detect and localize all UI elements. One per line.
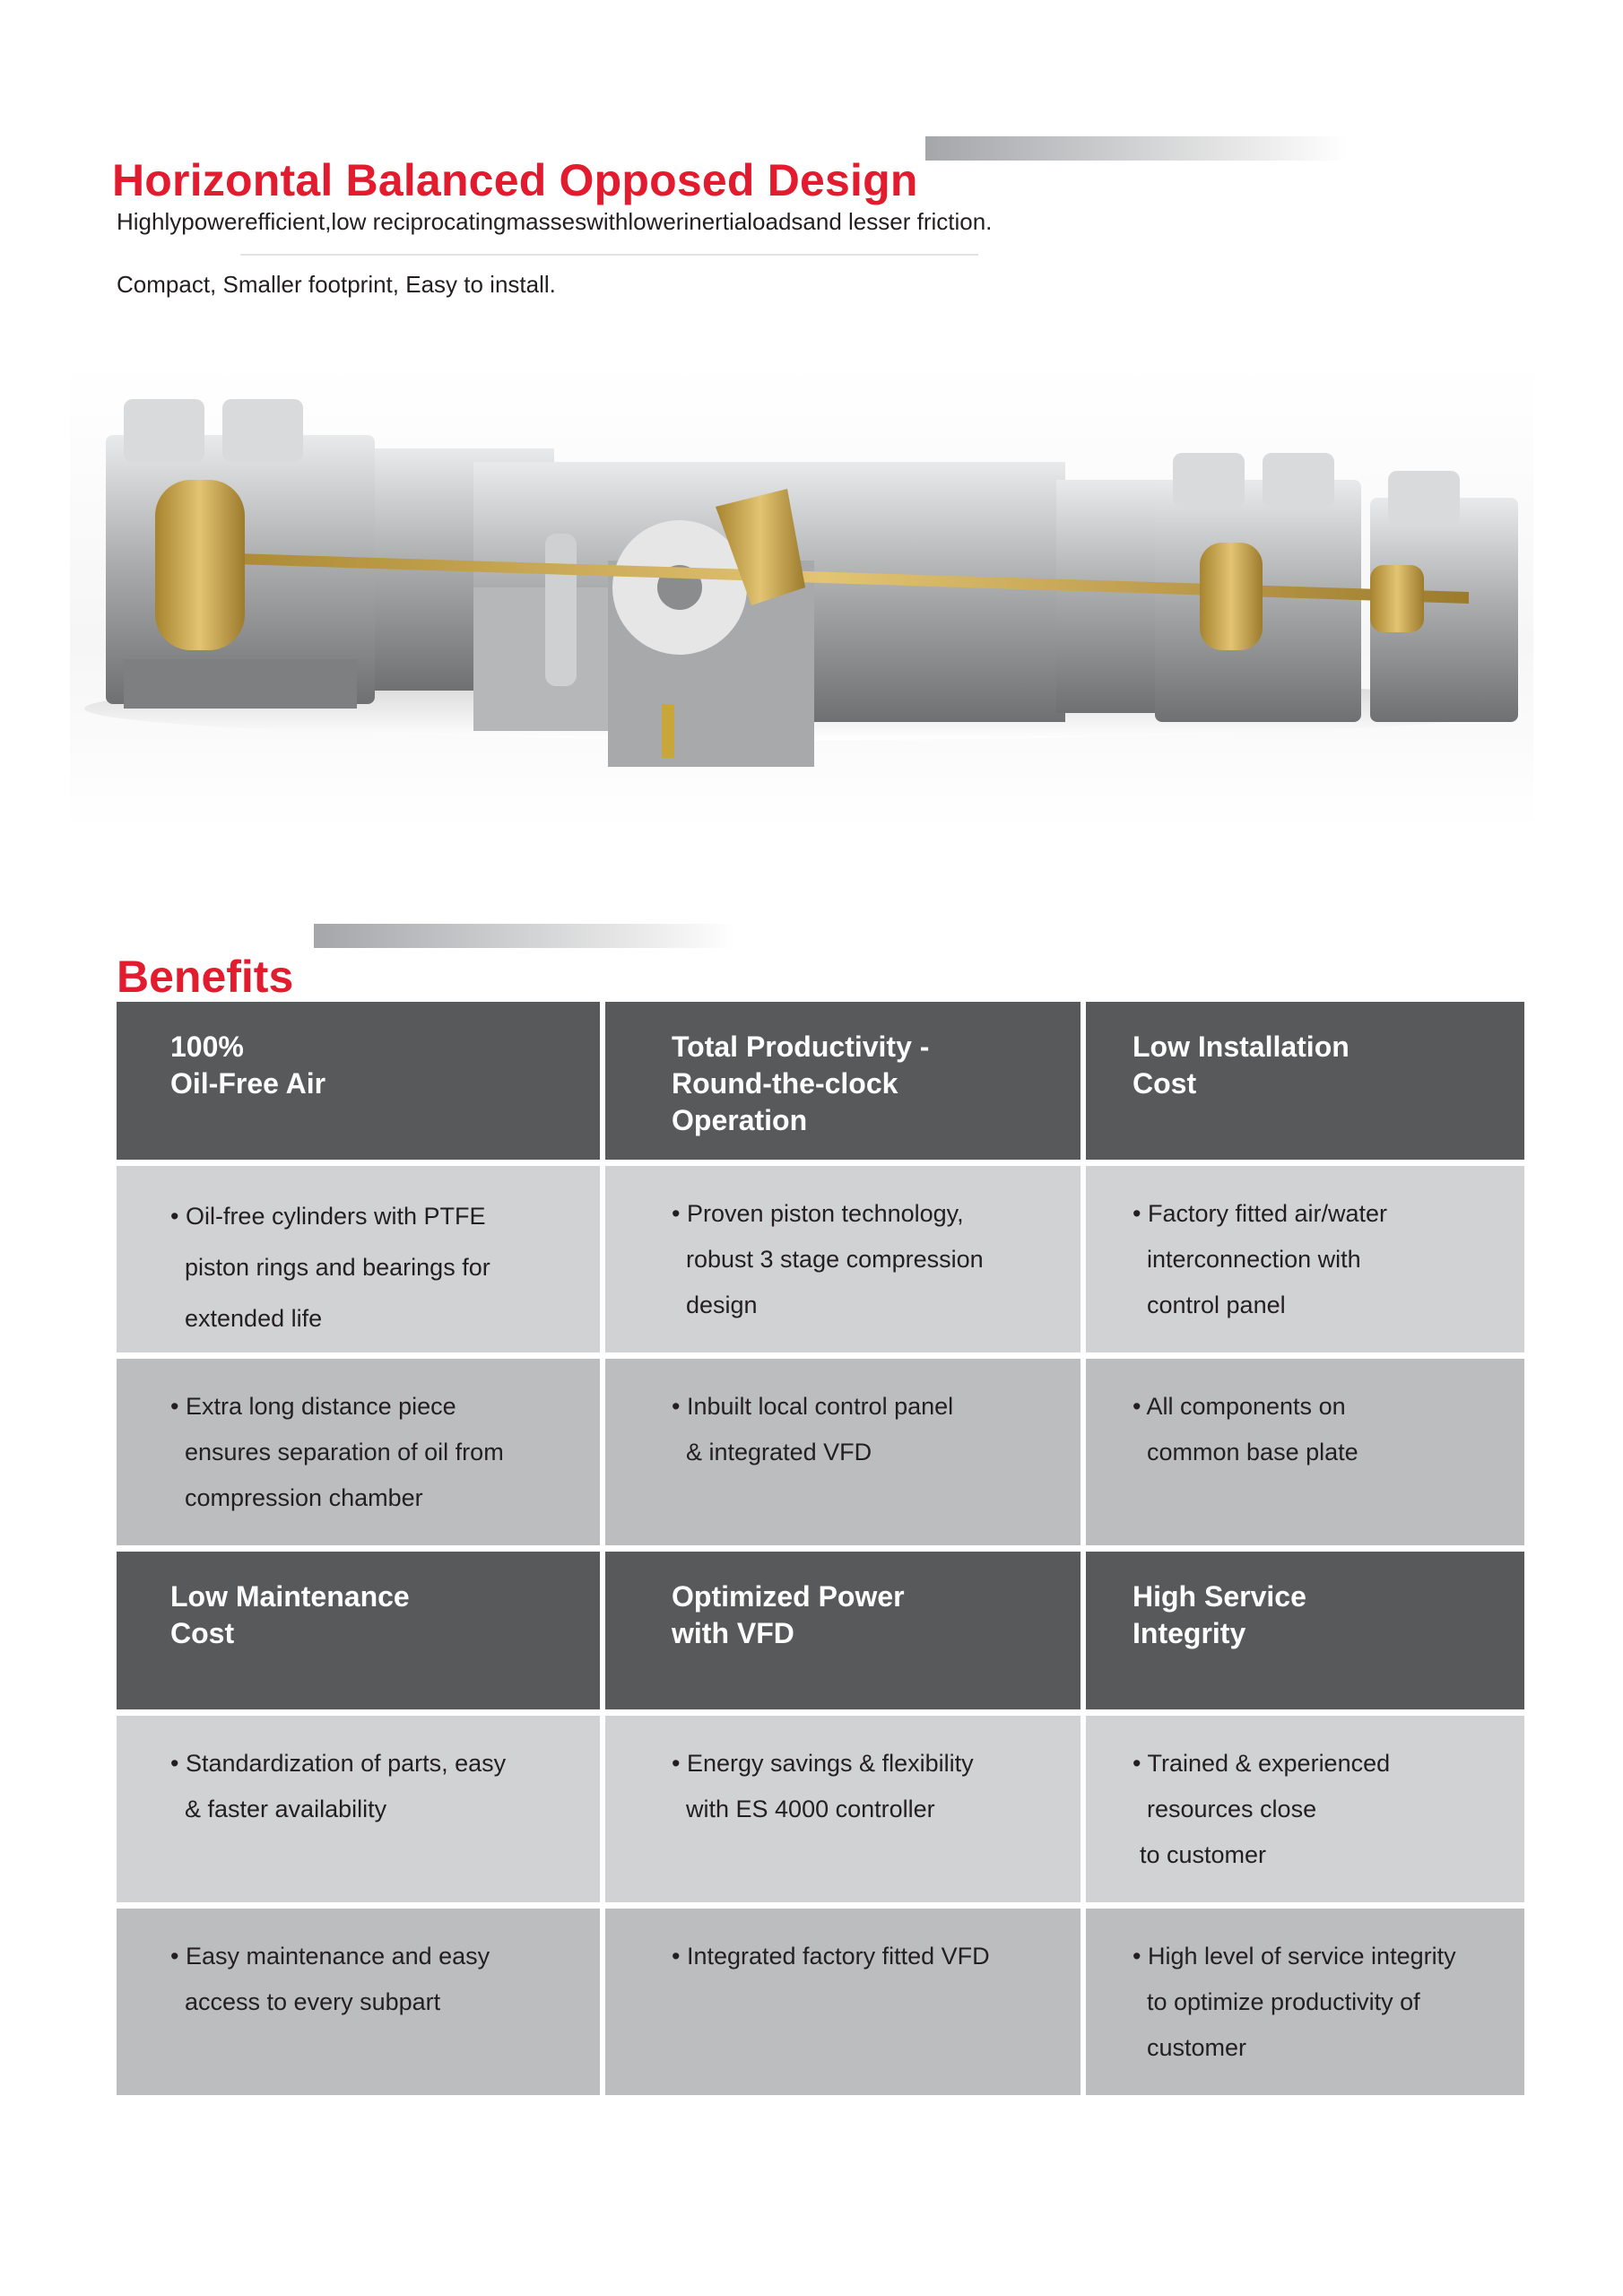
benefit-header-oil-free-air bbox=[117, 1002, 600, 1160]
table-cell bbox=[605, 1909, 1081, 2095]
header-line: Oil-Free Air bbox=[170, 1067, 326, 1100]
header-line: Cost bbox=[170, 1617, 235, 1649]
header-line: Round-the-clock bbox=[672, 1067, 898, 1100]
benefit-header-high-service-integrity bbox=[1086, 1552, 1524, 1709]
table-cell bbox=[1086, 1909, 1524, 2095]
bullet-text: • Oil-free cylinders with PTFE bbox=[170, 1203, 486, 1230]
section-title-design: Horizontal Balanced Opposed Design bbox=[112, 154, 918, 205]
bullet-text: • Integrated factory fitted VFD bbox=[672, 1943, 990, 1970]
benefit-header-low-installation-cost bbox=[1086, 1002, 1524, 1160]
header-line: 100% bbox=[170, 1031, 244, 1063]
header-line: Low Maintenance bbox=[170, 1580, 410, 1613]
bullet-text: • High level of service integrity bbox=[1133, 1943, 1456, 1970]
bullet-text: with ES 4000 controller bbox=[686, 1796, 935, 1822]
table-cell bbox=[117, 1359, 600, 1545]
bullet-text: • Trained & experienced bbox=[1133, 1750, 1391, 1777]
header-line: Integrity bbox=[1133, 1617, 1246, 1649]
bullet-text: • Factory fitted air/water bbox=[1133, 1200, 1388, 1227]
bullet-text: • Extra long distance piece bbox=[170, 1393, 456, 1420]
title-gradient-bar bbox=[925, 136, 1347, 161]
bullet-text: control panel bbox=[1147, 1292, 1286, 1318]
header-line: with VFD bbox=[672, 1617, 794, 1649]
divider bbox=[240, 254, 978, 256]
bullet-text: & integrated VFD bbox=[686, 1439, 872, 1465]
bullet-text: ensures separation of oil from bbox=[185, 1439, 504, 1465]
benefit-header-optimized-power bbox=[605, 1552, 1081, 1709]
bullet-text: to optimize productivity of bbox=[1147, 1988, 1420, 2015]
benefits-gradient-bar bbox=[314, 924, 735, 948]
header-line: Low Installation bbox=[1133, 1031, 1350, 1063]
section-title-benefits: Benefits bbox=[117, 951, 294, 1002]
benefit-header-total-productivity bbox=[605, 1002, 1081, 1160]
bullet-text: to customer bbox=[1140, 1841, 1267, 1868]
table-cell bbox=[1086, 1359, 1524, 1545]
design-description-line-1: Highlypowerefficient,low reciprocatingmasseswithlowerinertialoadsand lesser friction. bbox=[117, 208, 993, 235]
table-cell bbox=[1086, 1716, 1524, 1902]
bullet-text: design bbox=[686, 1292, 758, 1318]
benefit-header-low-maintenance-cost bbox=[117, 1552, 600, 1709]
bullet-text: • Proven piston technology, bbox=[672, 1200, 964, 1227]
table-cell bbox=[117, 1716, 600, 1902]
compressor-image bbox=[70, 363, 1533, 830]
header-line: Total Productivity - bbox=[672, 1031, 930, 1063]
benefits-table bbox=[117, 1002, 1519, 2095]
header-line: Optimized Power bbox=[672, 1580, 905, 1613]
table-cell bbox=[117, 1909, 600, 2095]
table-cell bbox=[605, 1716, 1081, 1902]
bullet-text: resources close bbox=[1147, 1796, 1317, 1822]
bullet-text: • Inbuilt local control panel bbox=[672, 1393, 954, 1420]
design-description-line-2: Compact, Smaller footprint, Easy to install. bbox=[117, 271, 556, 298]
bullet-text: & faster availability bbox=[185, 1796, 387, 1822]
bullet-text: interconnection with bbox=[1147, 1246, 1361, 1273]
bullet-text: extended life bbox=[185, 1305, 323, 1332]
bullet-text: • Easy maintenance and easy bbox=[170, 1943, 490, 1970]
table-cell bbox=[605, 1166, 1081, 1352]
compressor-illustration-icon bbox=[70, 363, 1533, 830]
table-cell bbox=[1086, 1166, 1524, 1352]
header-line: Cost bbox=[1133, 1067, 1197, 1100]
table-cell bbox=[117, 1166, 600, 1352]
bullet-text: • All components on bbox=[1133, 1393, 1346, 1420]
table-cell bbox=[605, 1359, 1081, 1545]
bullet-text: robust 3 stage compression bbox=[686, 1246, 984, 1273]
bullet-text: customer bbox=[1147, 2034, 1247, 2061]
bullet-text: compression chamber bbox=[185, 1484, 423, 1511]
bullet-text: access to every subpart bbox=[185, 1988, 441, 2015]
bullet-text: • Energy savings & flexibility bbox=[672, 1750, 974, 1777]
header-line: Operation bbox=[672, 1104, 808, 1136]
header-line: High Service bbox=[1133, 1580, 1306, 1613]
bullet-text: piston rings and bearings for bbox=[185, 1254, 490, 1281]
bullet-text: • Standardization of parts, easy bbox=[170, 1750, 507, 1777]
bullet-text: common base plate bbox=[1147, 1439, 1358, 1465]
